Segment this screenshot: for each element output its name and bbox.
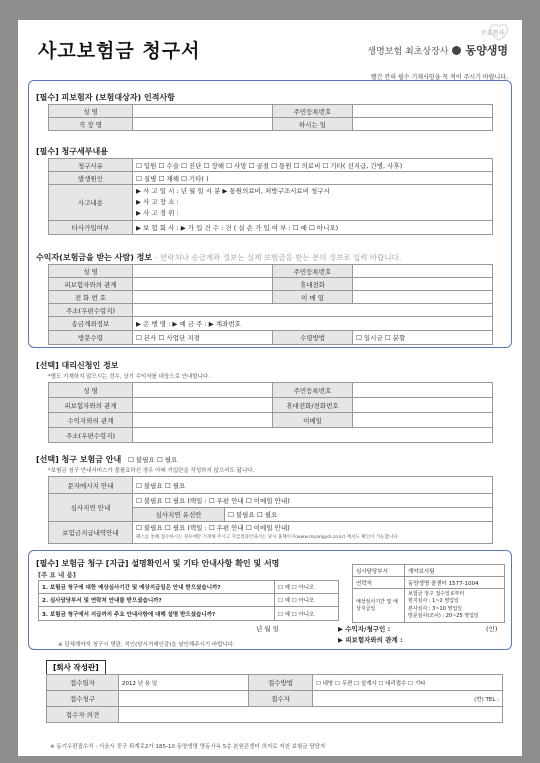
s3-subtitle: - 연락처나 송금계좌 정보는 실제 보험금을 받는 분의 정보로 입력 바랍니다.: [154, 253, 402, 262]
required-notice: 빨간 칸의 필수 기재사항을 꼭 적어 주시기 바랍니다.: [371, 74, 508, 81]
beneficiary-email-label: 이 메 일: [273, 291, 353, 304]
receiver-field[interactable]: (반) TEL :: [313, 691, 503, 707]
payment-guide-label: 보험금지급내역안내: [49, 522, 133, 544]
insured-rrn-field[interactable]: [353, 105, 493, 118]
proxy-rrn-field[interactable]: [353, 383, 493, 398]
delay-phone-options[interactable]: ☐ 불필요 ☐ 필요: [225, 508, 493, 522]
receipt-method-label: 수령방법: [273, 331, 353, 345]
signature-seal-label: (인): [486, 625, 498, 633]
accident-place-line: ▶ 사 고 장 소 :: [136, 198, 179, 206]
s5-title-text: [선택] 청구 보험금 안내: [36, 455, 122, 464]
signature-claimant-label: ▶ 수익자/청구인 :: [338, 625, 391, 633]
accident-detail-cell[interactable]: [133, 185, 493, 221]
beneficiary-relation-field[interactable]: [133, 278, 273, 291]
proxy-relation-beneficiary-label: 수익자와의 관계: [49, 413, 133, 428]
sms-guide-label: 문자메시지 안내: [49, 477, 133, 494]
accident-course-line: ▶ 사 고 경 위 :: [136, 209, 179, 217]
sms-guide-options[interactable]: ☐ 불필요 ☐ 필요: [133, 477, 493, 494]
s5-title-options[interactable]: ☐ 불필요 ☐ 필요: [128, 456, 178, 464]
review-period-line-2: 현지심사 : 1~2 영업일: [408, 598, 459, 604]
beneficiary-rrn-field[interactable]: [353, 265, 493, 278]
beneficiary-mobile-field[interactable]: [353, 278, 493, 291]
receipt-method-options-office[interactable]: ☐ 내방 ☐ 우편 ☐ 설계사 ☐ 대리접수 ☐ 기타: [313, 675, 503, 691]
accident-date-line: ▶ 사 고 일 시 : 년 월 일 시 분 ▶ 통원의료비, 처방구조시료비 청구시: [136, 187, 330, 195]
s5-note: *보험금 청구 안내서비스가 불필요하신 경우 아래 기입란을 작성하지 않으셔도 됩니다.: [48, 468, 255, 474]
insured-job-label: 하시는 일: [273, 118, 353, 131]
s6-note: ※ 단체계약자 청구시 명판, 직인(당시거래인감)을 날인해주시기 바랍니다.: [58, 642, 235, 648]
payment-guide-cell[interactable]: [133, 522, 493, 544]
beneficiary-name-field[interactable]: [133, 265, 273, 278]
footer-address: ※ 동기우편접수처 : 서울시 중구 퇴계로2가 185-10 동양생명 명동사옥 5층 본원콘센터 의지로 저천 보험금 담당자: [50, 744, 326, 750]
beneficiary-relation-label: 피보험자와의 관계: [49, 278, 133, 291]
insured-job-field[interactable]: [353, 118, 493, 131]
guide-table: [48, 476, 493, 544]
proxy-email-field[interactable]: [353, 413, 493, 428]
s4-title: [선택] 대리신청인 정보: [36, 361, 119, 370]
insured-name-field[interactable]: [133, 105, 273, 118]
insured-rrn-label: 주민등록번호: [273, 105, 353, 118]
brand-line: 생명보험 최초상장사: [367, 46, 449, 57]
insured-table: [48, 104, 493, 131]
beneficiary-mobile-label: 휴대전화: [273, 278, 353, 291]
s3-title: [36, 252, 496, 263]
review-period-label: 예상심사기간 및 예상지급일: [353, 589, 405, 623]
review-period-value: [405, 589, 505, 623]
proxy-email-label: 이메일: [273, 413, 353, 428]
s2-title: [필수] 청구세부내용: [36, 147, 108, 156]
visit-receipt-options[interactable]: ☐ 본사 ☐ 사업단 지점: [133, 331, 273, 345]
beneficiary-address-field[interactable]: [133, 304, 493, 317]
question-1: 1. 보험금 청구에 대한 예상심사기간 및 예상지급일은 안내 받으셨습니까?: [39, 581, 275, 594]
delay-phone-label: 심사지연 유선안: [133, 508, 225, 522]
receiver-label: 접수자: [249, 691, 313, 707]
proxy-name-label: 성 명: [49, 383, 133, 398]
review-phone-label: 연락처: [353, 577, 405, 589]
bank-account-field[interactable]: ▶ 은 행 명 : ▶ 예 금 주 : ▶ 계좌번호: [133, 317, 493, 331]
beneficiary-phone-field[interactable]: [133, 291, 273, 304]
brand-mark-icon: [452, 46, 461, 55]
page-title: 사고보험금 청구서: [38, 40, 201, 62]
confirm-questions: [38, 580, 339, 621]
signature-relation-label: ▶ 피보험자와의 관계 :: [338, 636, 403, 644]
s5-title: [36, 454, 177, 465]
review-info-table: [352, 564, 505, 623]
proxy-address-field[interactable]: [133, 428, 493, 443]
brand-tag: 수호천사: [480, 30, 504, 37]
proxy-phone-field[interactable]: [353, 398, 493, 413]
proxy-name-field[interactable]: [133, 383, 273, 398]
review-dept-value: 계약보사팀: [405, 565, 505, 577]
receipt-claim-label: 접수청구: [47, 691, 119, 707]
claim-detail-table: [48, 158, 493, 235]
insured-work-label: 직 장 명: [49, 118, 133, 131]
bank-account-label: 송금계좌정보: [49, 317, 133, 331]
other-insurer-field[interactable]: ▶ 보 험 회 사 : ▶ 가 입 건 수 : 건 ( 실 손 가 입 여 부 : ☐ 예 ☐ 아니오): [133, 221, 493, 235]
claim-reason-label: 청구사유: [49, 159, 133, 172]
review-period-line-1: 보험금 청구 접수일로부터: [408, 590, 465, 597]
payment-guide-options[interactable]: ☐ 불필요 ☐ 필요 (택일 : ☐ 우편 안내 ☐ 이메일 안내): [136, 523, 290, 532]
cause-label: 발생원인: [49, 172, 133, 185]
review-phone-value: 동양생명 콜센터 1577-1004: [405, 577, 505, 589]
proxy-relation-beneficiary-field[interactable]: [133, 413, 273, 428]
claim-form-page: [18, 20, 522, 756]
s1-title: [필수] 피보험자 (보험대상자) 인적사항: [36, 93, 175, 102]
payment-guide-note: 팩스를 통해 접수하시는 경우에만 기재해 주시고 지급결과안내서는 당사 홈페이지(www.myangyol.co.kr) 에서도 확인이 가능합니다.: [136, 534, 399, 540]
signature-date[interactable]: 년 월 일: [256, 625, 279, 633]
other-insurer-label: 타사가입여부: [49, 221, 133, 235]
brand-name: 동양생명: [465, 44, 508, 57]
s4-note: *별도 기재하지 않으시는 경우, 상기 수익자를 대상으로 안내합니다.: [48, 374, 210, 380]
beneficiary-table: [48, 264, 493, 345]
proxy-relation-insured-label: 피보험자와의 관계: [49, 398, 133, 413]
beneficiary-name-label: 성 명: [49, 265, 133, 278]
beneficiary-phone-label: 전 화 번 호: [49, 291, 133, 304]
visit-receipt-label: 방문수령: [49, 331, 133, 345]
receipt-date-field[interactable]: 2012 년 용 일: [119, 675, 249, 691]
question-3-answer[interactable]: ☐ 예 ☐ 아니오: [275, 607, 339, 621]
accident-label: 사고내용: [49, 185, 133, 221]
proxy-relation-insured-field[interactable]: [133, 398, 273, 413]
review-period-line-3: 본사심사 : 3~10 영업일: [408, 605, 462, 612]
brand-logo: [367, 42, 508, 58]
beneficiary-address-label: 주소(우편수령지): [49, 304, 133, 317]
cause-options[interactable]: ☐ 질병 ☐ 재해 ☐ 기타( ): [133, 172, 493, 185]
insured-name-label: 성 명: [49, 105, 133, 118]
s6-title: [필수] 보험금 청구 [지급] 설명확인서 및 기타 안내사항 확인 및 서명: [36, 559, 280, 568]
delay-guide-options[interactable]: ☐ 불필요 ☐ 필요 (택일 : ☐ 우편 안내 ☐ 이메일 안내): [133, 494, 493, 508]
receipt-method-label-office: 접수방법: [249, 675, 313, 691]
review-period-line-4: 방문심사(조사) : 20~25 영업일: [408, 613, 479, 619]
beneficiary-rrn-label: 주민등록번호: [273, 265, 353, 278]
claim-reason-options[interactable]: ☐ 입원 ☐ 수술 ☐ 진단 ☐ 장해 ☐ 사망 ☐ 골절 ☐ 통원 ☐ 의료비 ☐ 기타( 선지급, 간병, 사후): [133, 159, 493, 172]
proxy-phone-label: 휴대전화/전화번호: [273, 398, 353, 413]
form-header: [18, 20, 522, 72]
delay-guide-label: 심사지연 안내: [49, 494, 133, 522]
question-3: 3. 보험금 청구에서 지급까지 주요 안내사항에 대해 설명 받으셨습니까?: [39, 607, 275, 621]
receiver-opinion-field[interactable]: [119, 707, 503, 723]
insured-work-field[interactable]: [133, 118, 273, 131]
proxy-table: [48, 382, 493, 443]
receiver-opinion-label: 접수자 의견: [47, 707, 119, 723]
s3-title-text: 수익자(보험금을 받는 사람) 정보: [36, 253, 153, 262]
review-dept-label: 심사담당부서: [353, 565, 405, 577]
beneficiary-email-field[interactable]: [353, 291, 493, 304]
receipt-claim-field[interactable]: [119, 691, 249, 707]
question-2-answer[interactable]: ☐ 예 ☐ 아니오: [275, 594, 339, 607]
office-section-title: [회사 작성란]: [46, 660, 106, 675]
proxy-address-label: 주소(우편수령지): [49, 428, 133, 443]
question-2: 2. 심사담당부서 및 연락처 안내를 받으셨습니까?: [39, 594, 275, 607]
question-1-answer[interactable]: ☐ 예 ☐ 아니오: [275, 581, 339, 594]
receipt-method-options[interactable]: ☐ 일시금 ☐ 분할: [353, 331, 493, 345]
receipt-date-label: 접수일자: [47, 675, 119, 691]
office-table: [46, 674, 503, 723]
s6-main-label: [주 요 내 용]: [38, 571, 76, 579]
proxy-rrn-label: 주민등록번호: [273, 383, 353, 398]
